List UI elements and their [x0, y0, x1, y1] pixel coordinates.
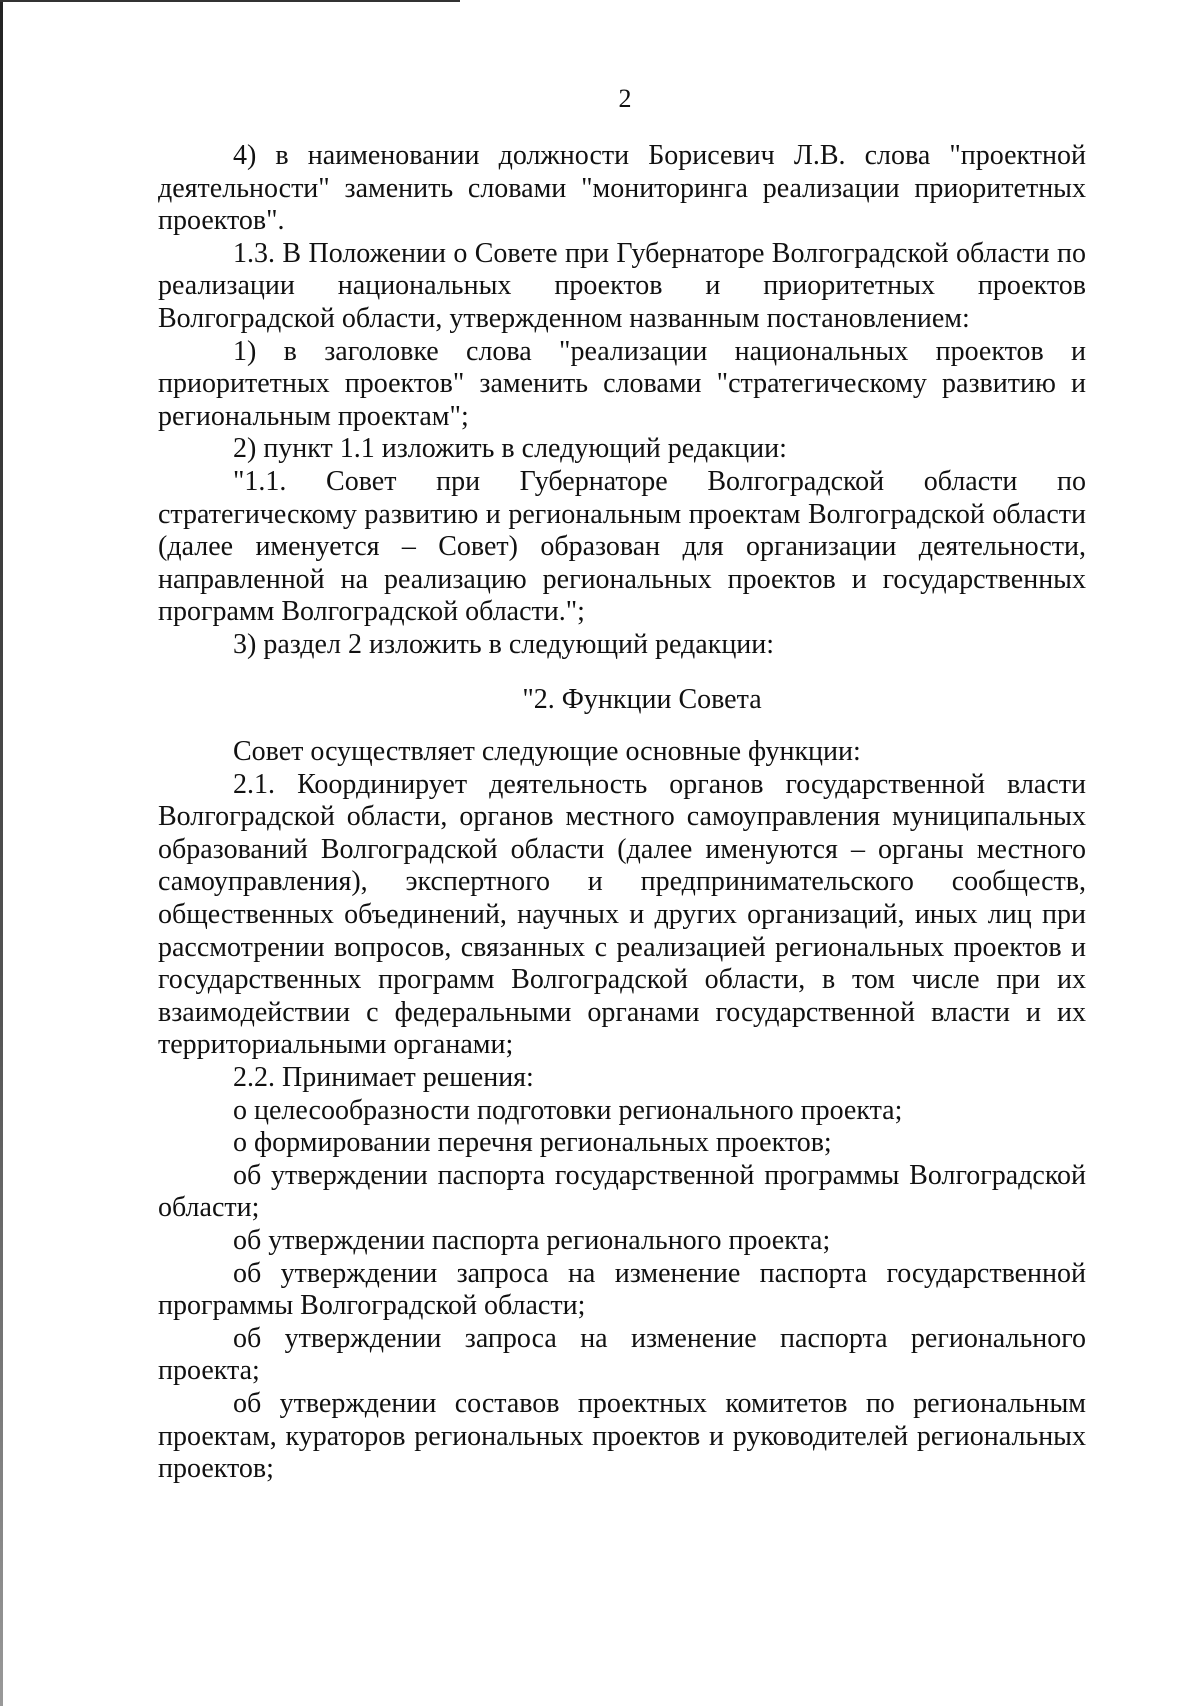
- section-heading: "2. Функции Совета: [522, 683, 762, 715]
- decision-item: о целесообразности подготовки регионального проекта;: [233, 1094, 903, 1126]
- paragraph-sub-1: 1) в заголовке слова "реализации национальных проектов и приоритетных проектов" заменить словами "стратегическому развитию и региональным проектам";: [158, 335, 1086, 432]
- function-2-2: 2.2. Принимает решения:: [233, 1062, 534, 1094]
- function-2-1: 2.1. Координирует деятельность органов государственной власти Волгоградской области, органов местного самоуправления муниципальных образований Волгоградской области (далее именуются – органы местного самоуправления), экспертного и предпринимательского сообществ, общественных объединений, научных и других организаций, иных лиц при рассмотрении вопросов, связанных с реализацией региональных проектов и государственных программ Волгоградской области, в том числе при их взаимодействии с федеральными органами государственной власти и их территориальными органами;: [158, 768, 1086, 1061]
- document-body: [158, 140, 1086, 1486]
- paragraph-1-1-quote: "1.1. Совет при Губернаторе Волгоградской области по стратегическому развитию и региональным проектам Волгоградской области (далее именуется – Совет) образован для организации деятельности, направленной на реализацию региональных проектов и государственных программ Волгоградской области.";: [158, 465, 1086, 628]
- decision-item: об утверждении паспорта государственной программы Волгоградской области;: [158, 1159, 1086, 1224]
- scan-edge-left: [0, 0, 3, 1706]
- paragraph-1-3: 1.3. В Положении о Совете при Губернаторе Волгоградской области по реализации национальных проектов и приоритетных проектов Волгоградской области, утвержденном названным постановлением:: [158, 237, 1086, 334]
- page-number: 2: [618, 84, 632, 113]
- scan-edge-top: [0, 0, 460, 2]
- decision-item: об утверждении запроса на изменение паспорта регионального проекта;: [158, 1322, 1086, 1387]
- functions-intro: Совет осуществляет следующие основные функции:: [233, 736, 861, 768]
- decision-item: об утверждении паспорта регионального проекта;: [233, 1225, 831, 1256]
- decision-item: об утверждении составов проектных комитетов по региональным проектам, кураторов региональных проектов и руководителей региональных проектов;: [158, 1387, 1086, 1485]
- paragraph-sub-2: 2) пункт 1.1 изложить в следующий редакции:: [233, 433, 787, 465]
- paragraph-item-4: 4) в наименовании должности Борисевич Л.В. слова "проектной деятельности" заменить словами "мониторинга реализации приоритетных проектов".: [158, 140, 1086, 237]
- decision-item: о формировании перечня региональных проектов;: [233, 1127, 832, 1159]
- decision-item: об утверждении запроса на изменение паспорта государственной программы Волгоградской области;: [158, 1257, 1086, 1322]
- paragraph-sub-3: 3) раздел 2 изложить в следующий редакции:: [233, 628, 775, 660]
